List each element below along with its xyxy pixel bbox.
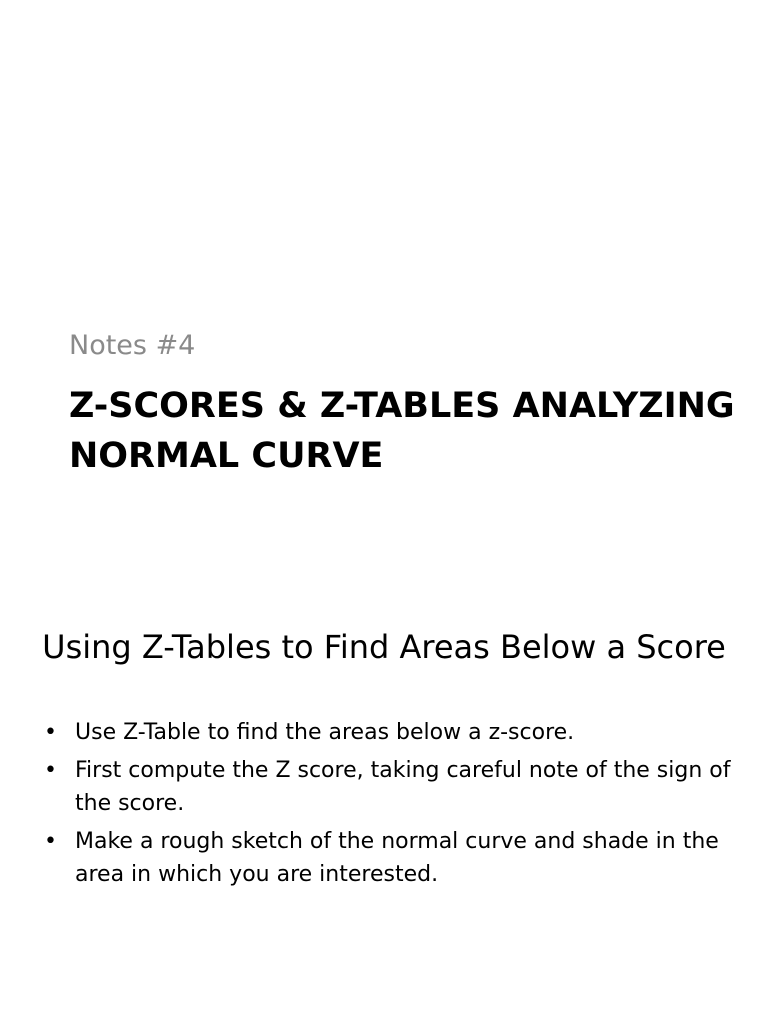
bullet-text: First compute the Z score, taking careful note of the sign of the score. <box>75 758 731 816</box>
list-item <box>44 825 734 891</box>
bullet-text: Make a rough sketch of the normal curve and shade in the area in which you are interested. <box>75 829 719 887</box>
bullet-list <box>44 716 734 896</box>
slide-title-line: NORMAL CURVE <box>69 436 384 476</box>
bullet-text: Use Z-Table to find the areas below a z-score. <box>75 720 575 745</box>
bullet-icon: • <box>44 829 57 854</box>
slide-title-line: Z-SCORES & Z-TABLES ANALYZING <box>69 386 735 426</box>
slide-subtitle: Notes #4 <box>69 330 196 361</box>
list-item <box>44 716 734 749</box>
bullet-icon: • <box>44 758 57 783</box>
slide-title <box>69 381 735 481</box>
list-item <box>44 754 734 820</box>
bullet-icon: • <box>44 720 57 745</box>
section-heading: Using Z-Tables to Find Areas Below a Score <box>42 628 726 666</box>
